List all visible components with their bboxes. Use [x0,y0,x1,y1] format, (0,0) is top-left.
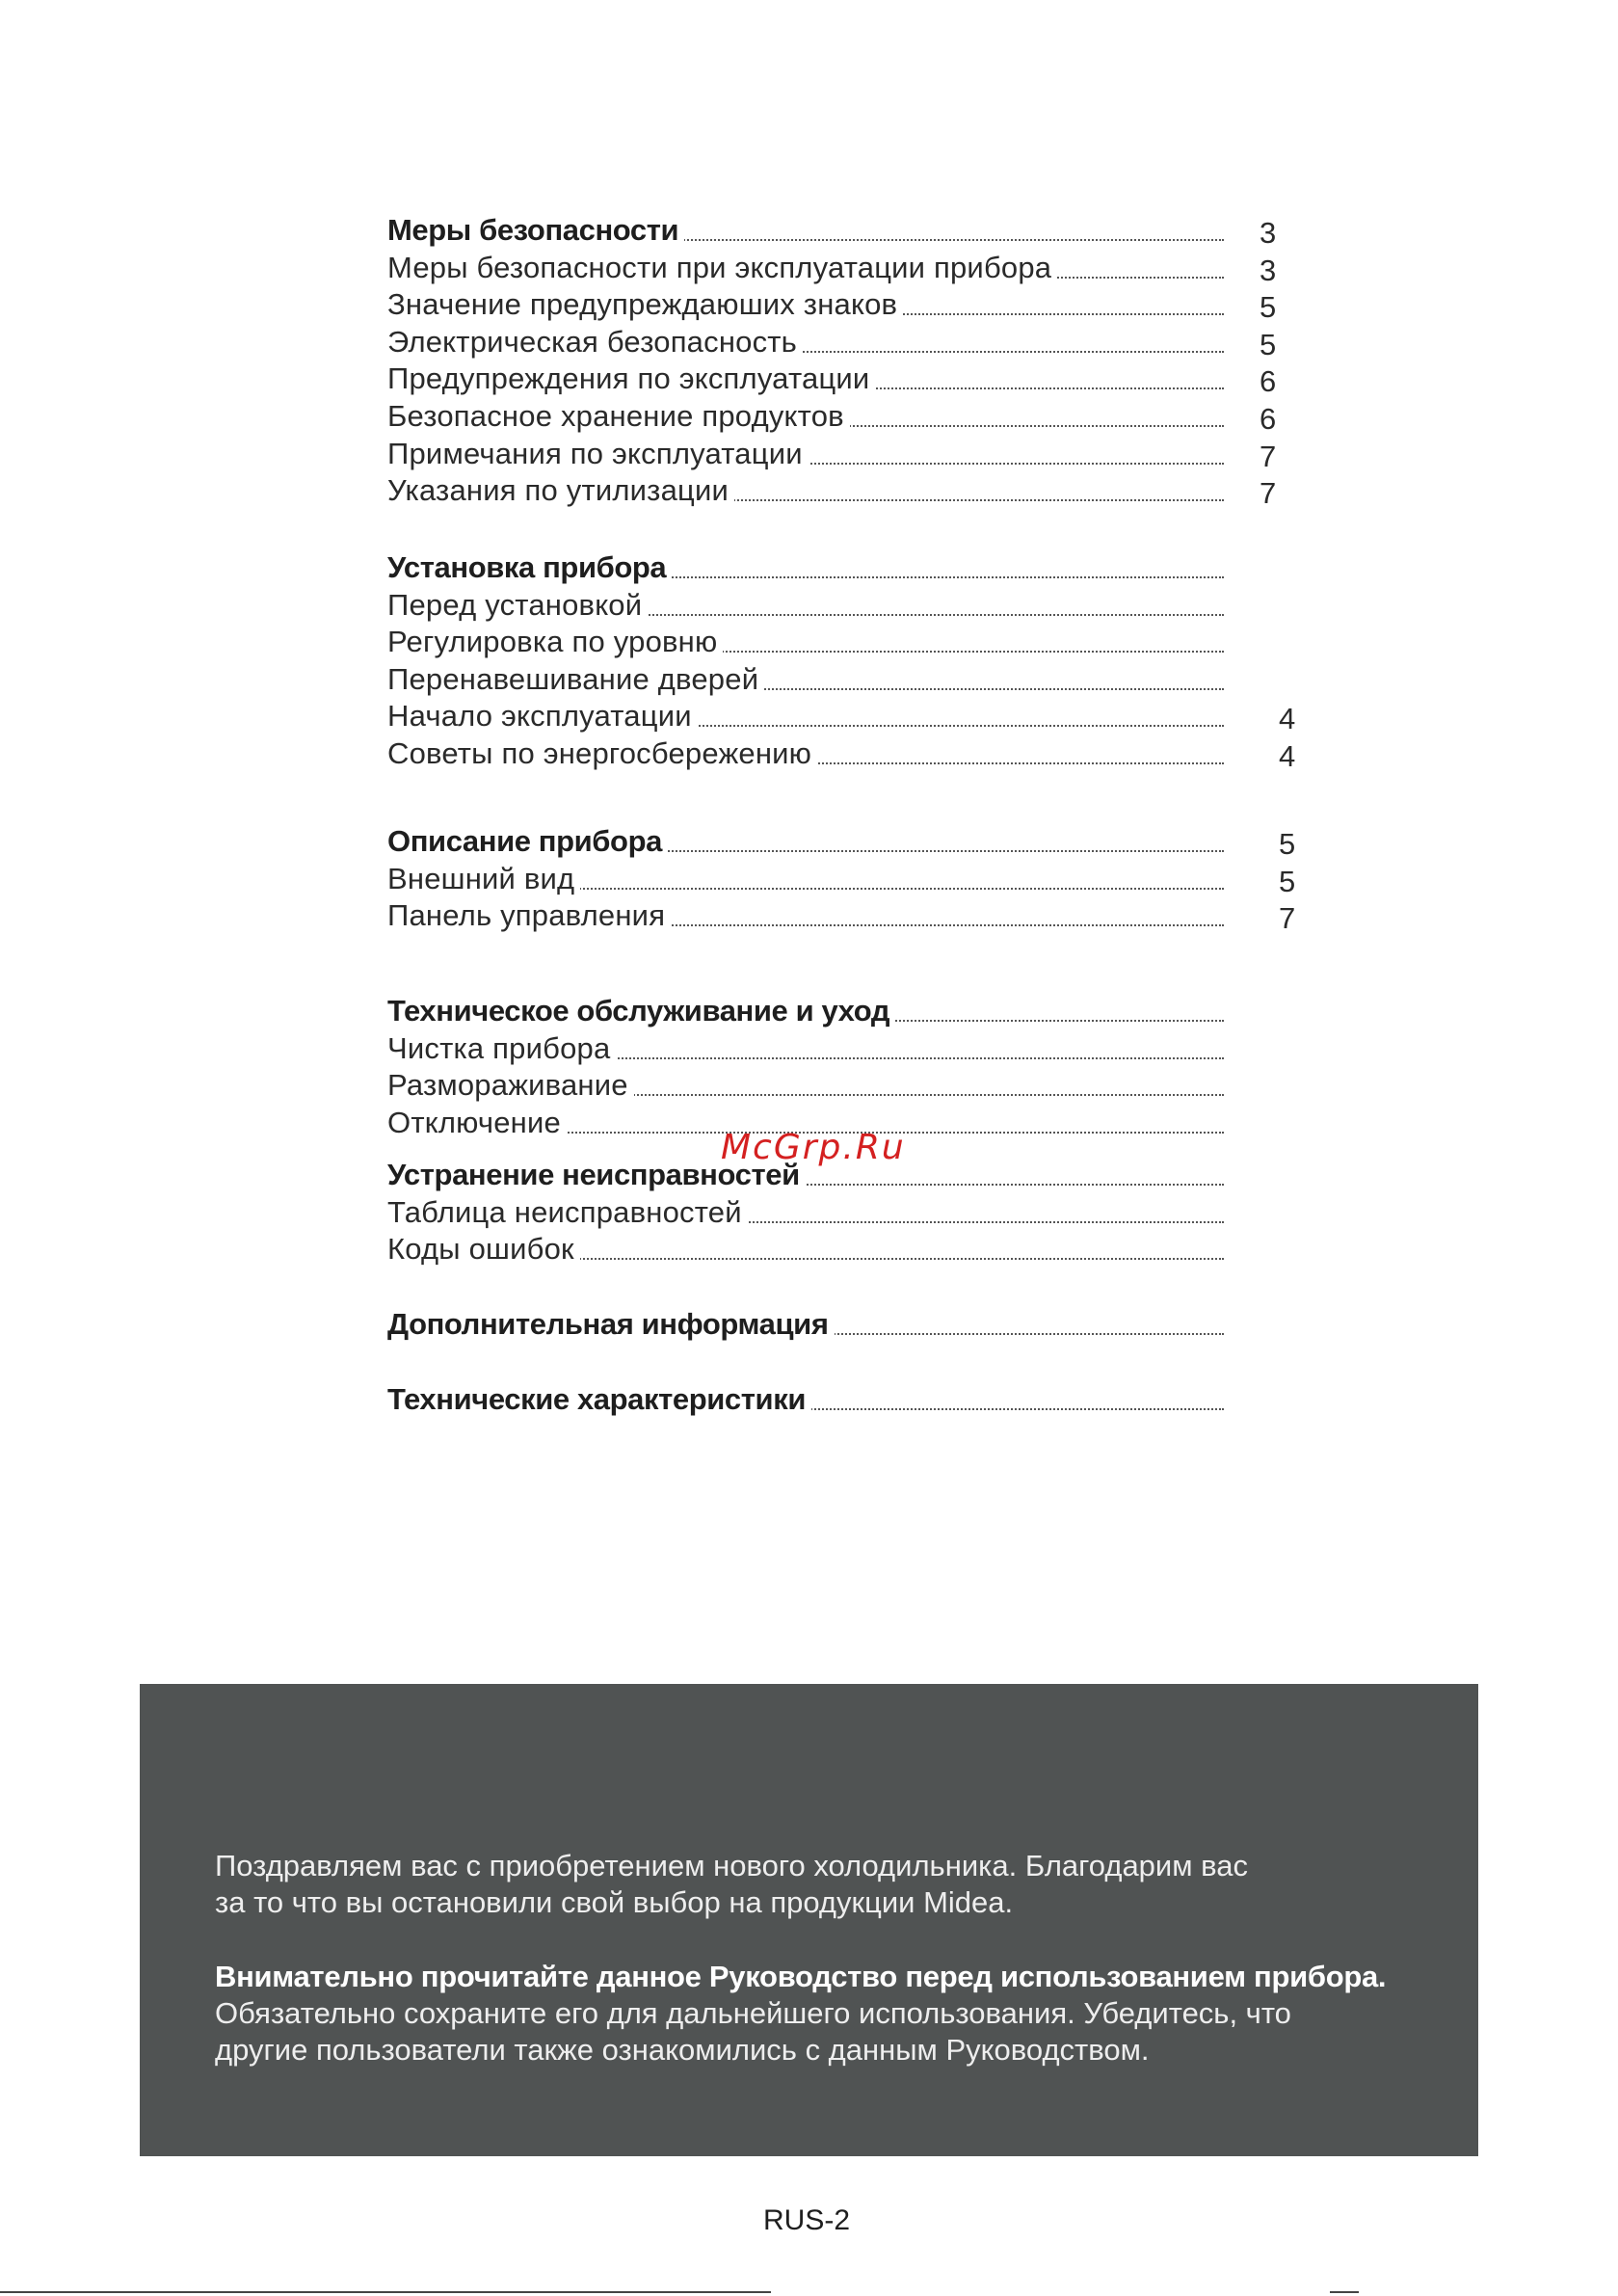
toc-entry [387,897,1303,934]
toc-section-heading [387,1306,1303,1343]
toc-entry-title: Указания по утилизации [387,472,734,509]
toc-page-number: 4 [1279,739,1296,773]
page-number: RUS-2 [763,2204,851,2236]
toc-entry [387,661,1303,698]
intro-line-4: другие пользователи также ознакомились с данным Руководством. [215,2033,1150,2067]
toc-entry [387,436,1303,472]
toc-entry-title: Перенавешивание дверей [387,661,764,698]
toc-entry-title: Безопасное хранение продуктов [387,398,850,435]
toc-entry-title: Таблица неисправностей [387,1194,748,1231]
toc-page-number: 6 [1260,364,1277,399]
toc-entry [387,360,1303,397]
intro-line-1: Поздравляем вас с приобретением нового холодильника. Благодарим вас [215,1849,1249,1882]
toc-heading-title: Технические характеристики [387,1381,811,1418]
toc-heading-title: Техническое обслуживание и уход [387,993,895,1029]
toc-section-heading [387,823,1303,860]
toc-entry-title: Регулировка по уровню [387,624,723,660]
toc-entry-title: Размораживание [387,1067,634,1104]
toc-page-number: 7 [1260,439,1277,473]
toc-entry [387,624,1303,660]
toc-section-heading [387,993,1303,1029]
toc-page-number: 5 [1260,327,1277,361]
toc-entry [387,1194,1303,1231]
toc-entry [387,1067,1303,1104]
toc-heading-title: Устранение неисправностей [387,1157,806,1193]
toc-entry-title: Отключение [387,1105,567,1141]
toc-heading-title: Описание прибора [387,823,668,860]
toc-section-heading [387,1381,1303,1418]
toc-entry-title: Коды ошибок [387,1231,580,1268]
toc-entry [387,1231,1303,1268]
toc-entry-title: Начало эксплуатации [387,698,698,734]
toc-page-number: 7 [1260,476,1277,511]
toc-entry-title: Примечания по эксплуатации [387,436,809,472]
intro-box [140,1684,1478,2156]
toc-entry-title: Значение предупреждаюших знаков [387,286,903,323]
intro-line-2: за то что вы остановили свой выбор на продукции Midea. [215,1885,1014,1919]
toc-entry [387,698,1303,734]
toc-entry-title: Предупреждения по эксплуатации [387,360,875,397]
toc-entry-title: Чистка прибора [387,1030,616,1067]
toc-entry-title: Панель управления [387,897,671,934]
toc-page-number: 5 [1279,864,1296,898]
toc-entry-title: Перед установкой [387,587,648,624]
toc-heading-title: Установка прибора [387,549,672,586]
toc-entry [387,324,1303,360]
toc-page-number: 3 [1260,253,1277,287]
toc-entry-title: Советы по энергосбережению [387,735,817,772]
toc-page-number: 6 [1260,402,1277,436]
toc-page-number: 4 [1279,702,1296,736]
watermark: McGrp.Ru [721,1128,906,1167]
intro-bold-line: Внимательно прочитайте данное Руководство перед использованием прибора. [215,1960,1387,1993]
toc-entry [387,587,1303,624]
toc-page-number: 7 [1279,901,1296,936]
toc-heading-title: Дополнительная информация [387,1306,835,1343]
toc-entry-title: Меры безопасности при эксплуатации прибора [387,250,1057,286]
toc-entry [387,735,1303,772]
toc-section-heading [387,549,1303,586]
intro-line-3: Обязательно сохраните его для дальнейшего использования. Убедитесь, что [215,1996,1291,2030]
toc-page-number: 3 [1260,216,1277,250]
toc-entry-title: Электрическая безопасность [387,324,803,360]
toc-page-number: 5 [1260,290,1277,325]
toc-entry [387,250,1303,286]
toc-entry-title: Внешний вид [387,861,580,897]
bottom-divider [0,2291,771,2293]
toc-page-number: 5 [1279,827,1296,861]
bottom-mark [1330,2291,1359,2293]
toc-entry [387,286,1303,323]
toc-entry [387,861,1303,897]
toc-section-heading [387,212,1303,249]
toc-entry [387,398,1303,435]
toc-entry [387,1030,1303,1067]
toc-entry [387,472,1303,509]
toc-heading-title: Меры безопасности [387,212,684,249]
